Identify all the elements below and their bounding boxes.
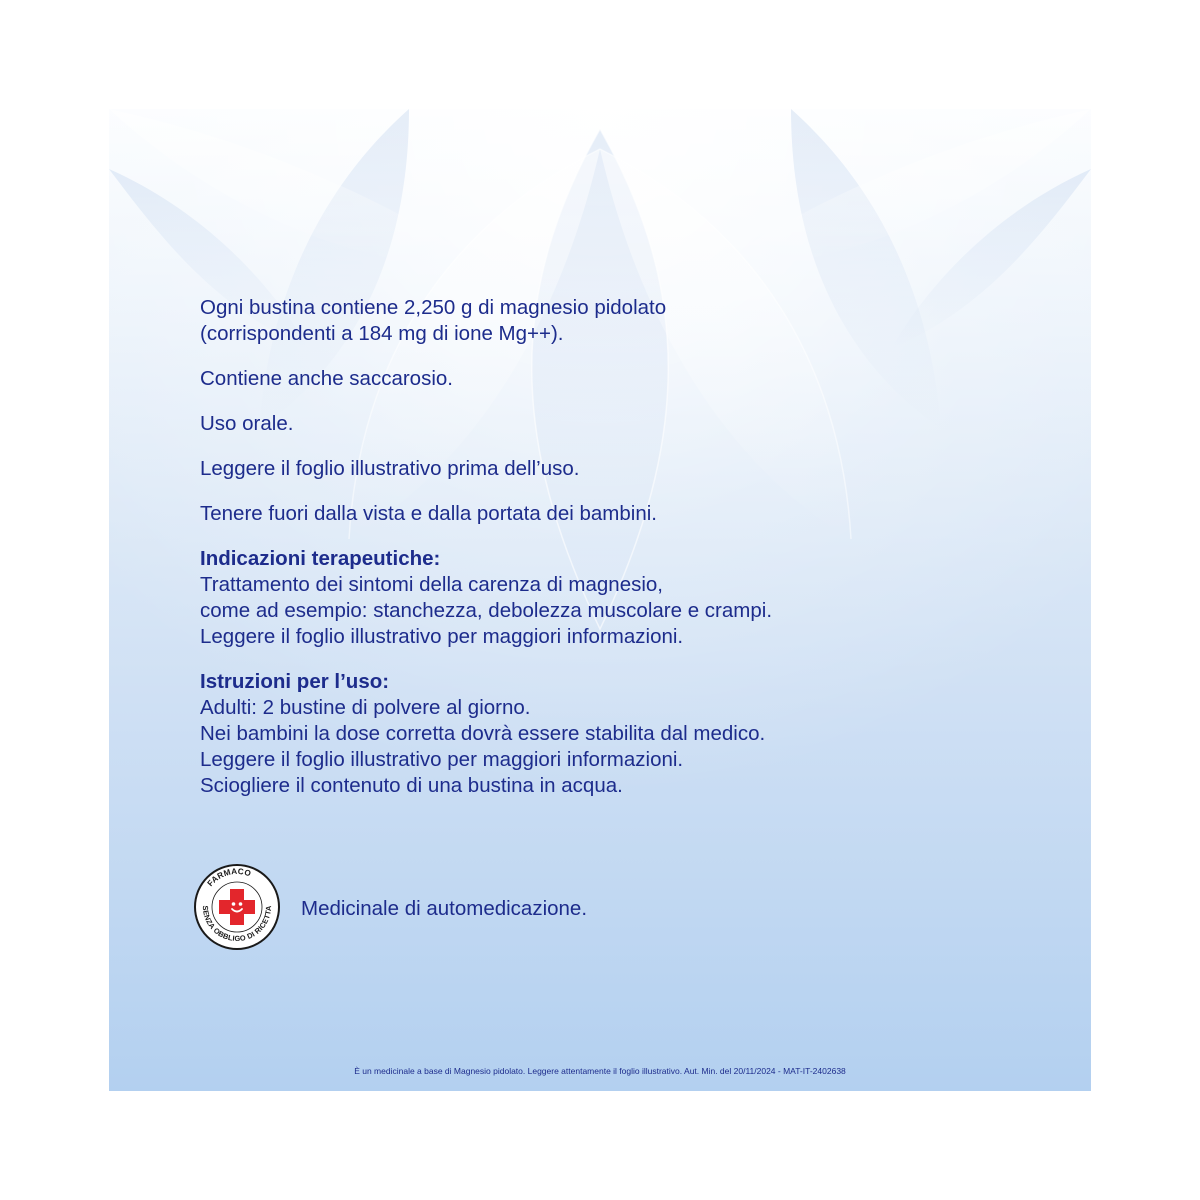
composition-line-2: (corrispondenti a 184 mg di ione Mg++). xyxy=(200,322,564,345)
composition-line-1: Ogni bustina contiene 2,250 g di magnesio pidolato xyxy=(200,296,667,319)
legal-footer: È un medicinale a base di Magnesio pidolato. Leggere attentamente il foglio illustrativo. Aut. Min. del 20/11/2024 - MAT-IT-2402638 xyxy=(354,1066,846,1076)
stamp-ring-text: SENZA OBBLIGO DI RICETTA xyxy=(200,905,274,944)
indications-line: come ad esempio: stanchezza, debolezza muscolare e crampi. xyxy=(200,599,773,622)
otc-medicine-stamp xyxy=(193,863,281,951)
indications-line: Trattamento dei sintomi della carenza di magnesio, xyxy=(200,573,664,596)
instructions-line: Sciogliere il contenuto di una bustina in acqua. xyxy=(200,774,623,797)
label-text xyxy=(200,295,1000,799)
stamp-label: Medicinale di automedicazione. xyxy=(301,897,588,920)
instructions-line: Adulti: 2 bustine di polvere al giorno. xyxy=(200,696,531,719)
keep-away-text: Tenere fuori dalla vista e dalla portata dei bambini. xyxy=(200,502,657,525)
indications-heading: Indicazioni terapeutiche: xyxy=(200,547,441,570)
instructions-heading: Istruzioni per l’uso: xyxy=(200,670,390,693)
indications-line: Leggere il foglio illustrativo per maggiori informazioni. xyxy=(200,625,684,648)
excipient-text: Contiene anche saccarosio. xyxy=(200,367,453,390)
read-leaflet-text: Leggere il foglio illustrativo prima dell’uso. xyxy=(200,457,580,480)
instructions-line: Leggere il foglio illustrativo per maggiori informazioni. xyxy=(200,748,684,771)
instructions-line: Nei bambini la dose corretta dovrà essere stabilita dal medico. xyxy=(200,722,766,745)
label-panel xyxy=(109,109,1091,1091)
stamp-top-text: FARMACO xyxy=(205,866,253,889)
route-text: Uso orale. xyxy=(200,412,294,435)
